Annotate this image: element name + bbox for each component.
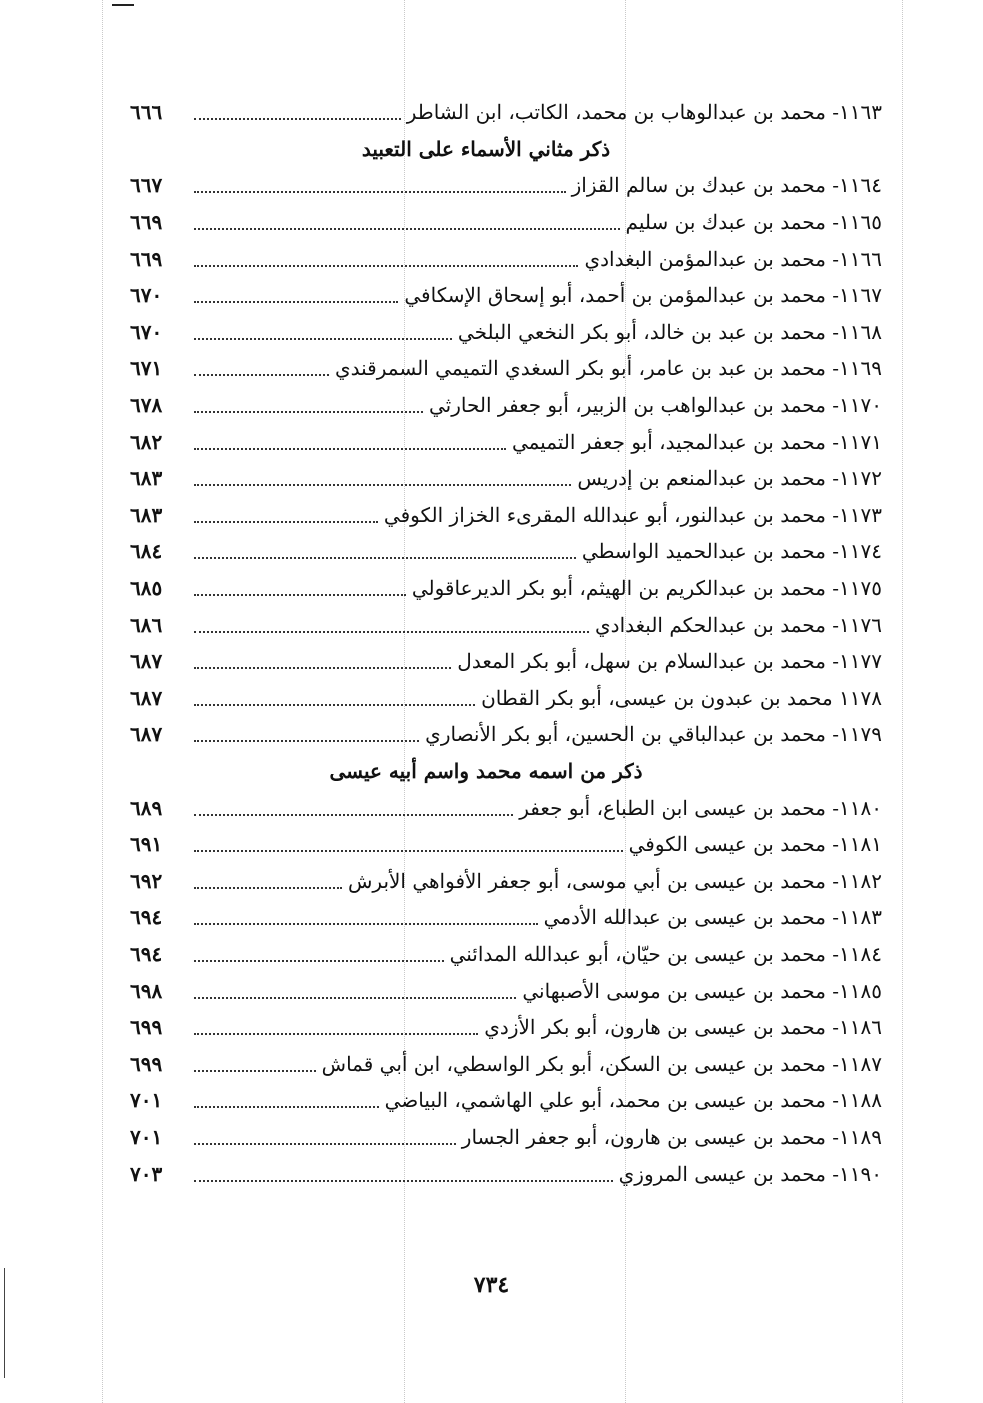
dot-leader <box>194 740 419 742</box>
entry-page-number: ٦٨٤ <box>130 539 163 564</box>
index-entry <box>130 94 882 131</box>
dot-leader <box>194 850 623 852</box>
entry-text: ١١٨٨- محمد بن عيسى بن محمد، أبو علي الهاشمي، البياضي <box>384 1088 882 1113</box>
entry-page-number: ٦٩٤ <box>130 941 163 966</box>
entry-page-number: ٦٧٠ <box>130 319 163 344</box>
index-entry <box>130 497 882 534</box>
index-entry <box>130 240 882 277</box>
entry-text: ١١٩٠- محمد بن عيسى المروزي <box>618 1161 882 1186</box>
entry-page-number: ٧٠١ <box>130 1124 163 1149</box>
entry-page-number: ٦٦٧ <box>130 173 163 198</box>
index-entry <box>130 826 882 863</box>
entry-text: ١١٦٤- محمد بن عبدك بن سالم القزاز <box>571 173 882 198</box>
dot-leader <box>194 997 516 999</box>
entry-text: ١١٨٢- محمد بن عيسى بن أبي موسى، أبو جعفر الأفواهي الأبرش <box>348 868 882 893</box>
dot-leader <box>194 1106 379 1108</box>
dot-leader <box>194 887 342 889</box>
entry-page-number: ٦٦٦ <box>130 100 163 125</box>
entry-text: ١١٧٧- محمد بن عبدالسلام بن سهل، أبو بكر المعدل <box>457 649 882 674</box>
dot-leader <box>194 521 378 523</box>
index-entry <box>130 972 882 1009</box>
index-entry <box>130 350 882 387</box>
entry-text: ١١٦٦- محمد بن عبدالمؤمن البغدادي <box>584 246 882 271</box>
index-entry <box>130 899 882 936</box>
index-entry <box>130 167 882 204</box>
entry-text: ١١٧٤- محمد بن عبدالحميد الواسطي <box>581 539 882 564</box>
dot-leader <box>194 1143 456 1145</box>
index-entry <box>130 314 882 351</box>
entry-text: ١١٧١- محمد بن عبدالمجيد، أبو جعفر التميمي <box>511 429 882 454</box>
page-number: ٧٣٤ <box>473 1272 510 1298</box>
scan-top-mark <box>112 4 134 6</box>
dot-leader <box>194 265 578 267</box>
entry-text: ١١٧٨ محمد بن عبدون بن عيسى، أبو بكر القطان <box>481 685 882 710</box>
entry-page-number: ٦٨٢ <box>130 429 163 454</box>
dot-leader <box>194 228 620 230</box>
entry-text: ١١٦٨- محمد بن عبد بن خالد، أبو بكر النخعي البلخي <box>457 319 882 344</box>
entry-page-number: ٦٨٧ <box>130 722 163 747</box>
dot-leader <box>194 1180 613 1182</box>
entry-text: ١١٨٤- محمد بن عيسى بن حيّان، أبو عبدالله المدائني <box>449 941 882 966</box>
dot-leader <box>194 631 589 633</box>
index-entry <box>130 680 882 717</box>
entry-page-number: ٦٨٣ <box>130 466 163 491</box>
entry-page-number: ٧٠١ <box>130 1088 163 1113</box>
index-entry <box>130 936 882 973</box>
index-section-top <box>130 94 882 131</box>
index-entry <box>130 423 882 460</box>
index-entry <box>130 789 882 826</box>
section-heading: ذكر مثاني الأسماء على التعبيد <box>361 136 611 161</box>
index-entry <box>130 1119 882 1156</box>
entry-text: ١١٦٩- محمد بن عبد بن عامر، أبو بكر السغدي التميمي السمرقندي <box>334 356 882 381</box>
entry-page-number: ٦٨٩ <box>130 795 163 820</box>
entry-page-number: ٦٨٧ <box>130 685 163 710</box>
entry-text: ١١٨١- محمد بن عيسى الكوفي <box>628 832 882 857</box>
entry-text: ١١٨٩- محمد بن عيسى بن هارون، أبو جعفر الجسار <box>461 1124 882 1149</box>
index-entry <box>130 862 882 899</box>
dot-leader <box>194 557 576 559</box>
index-page <box>130 94 882 1192</box>
entry-page-number: ٦٨٥ <box>130 576 163 601</box>
entry-text: ١١٧٥- محمد بن عبدالكريم بن الهيثم، أبو بكر الديرعاقولي <box>411 576 882 601</box>
entry-text: ١١٨٧- محمد بن عيسى بن السكن، أبو بكر الواسطي، ابن أبي قماش <box>321 1051 882 1076</box>
index-section-middle <box>130 167 882 753</box>
entry-page-number: ٦٨٧ <box>130 649 163 674</box>
entry-text: ١١٦٣- محمد بن عبدالوهاب بن محمد، الكاتب، ابن الشاطر <box>406 100 882 125</box>
index-entry <box>130 204 882 241</box>
entry-text: ١١٨٥- محمد بن عيسى بن موسى الأصبهاني <box>522 978 882 1003</box>
entry-text: ١١٦٥- محمد بن عبدك بن سليم <box>625 210 882 235</box>
entry-page-number: ٦٦٩ <box>130 210 163 235</box>
dot-leader <box>194 338 452 340</box>
entry-page-number: ٦٩٨ <box>130 978 163 1003</box>
scan-guide-line <box>902 0 903 1403</box>
dot-leader <box>194 814 513 816</box>
entry-text: ١١٨٠- محمد بن عيسى ابن الطباع، أبو جعفر <box>519 795 882 820</box>
entry-page-number: ٦٩٤ <box>130 905 163 930</box>
entry-page-number: ٦٦٩ <box>130 246 163 271</box>
entry-text: ١١٧٢- محمد بن عبدالمنعم بن إدريس <box>577 466 882 491</box>
entry-text: ١١٦٧- محمد بن عبدالمؤمن بن أحمد، أبو إسحاق الإسكافي <box>404 283 882 308</box>
index-entry <box>130 1009 882 1046</box>
index-entry <box>130 277 882 314</box>
scan-guide-line <box>102 0 103 1403</box>
index-entry <box>130 1082 882 1119</box>
index-entry <box>130 533 882 570</box>
index-section-bottom <box>130 789 882 1192</box>
dot-leader <box>194 667 451 669</box>
entry-text: ١١٧٠- محمد بن عبدالواهب بن الزبير، أبو جعفر الحارثي <box>429 393 882 418</box>
dot-leader <box>194 411 423 413</box>
dot-leader <box>194 118 401 120</box>
entry-page-number: ٦٧٨ <box>130 393 163 418</box>
entry-text: ١١٧٣- محمد بن عبدالنور، أبو عبدالله المقرىء الخزاز الكوفي <box>383 502 882 527</box>
entry-text: ١١٧٩- محمد بن عبدالباقي بن الحسين، أبو بكر الأنصاري <box>425 722 882 747</box>
dot-leader <box>194 374 329 376</box>
dot-leader <box>194 923 538 925</box>
entry-page-number: ٦٨٣ <box>130 502 163 527</box>
dot-leader <box>194 484 571 486</box>
dot-leader <box>194 704 475 706</box>
entry-page-number: ٦٨٦ <box>130 612 163 637</box>
dot-leader <box>194 1070 316 1072</box>
index-entry <box>130 606 882 643</box>
index-entry <box>130 387 882 424</box>
entry-text: ١١٧٦- محمد بن عبدالحكم البغدادي <box>595 612 882 637</box>
dot-leader <box>194 448 506 450</box>
dot-leader <box>194 960 444 962</box>
entry-page-number: ٦٩٩ <box>130 1015 163 1040</box>
index-entry <box>130 1045 882 1082</box>
entry-text: ١١٨٦- محمد بن عيسى بن هارون، أبو بكر الأزدي <box>484 1015 882 1040</box>
dot-leader <box>194 301 398 303</box>
entry-page-number: ٦٧١ <box>130 356 163 381</box>
index-entry <box>130 460 882 497</box>
dot-leader <box>194 191 566 193</box>
entry-text: ١١٨٣- محمد بن عيسى بن عبدالله الأدمي <box>543 905 882 930</box>
index-entry <box>130 643 882 680</box>
entry-page-number: ٦٩٩ <box>130 1051 163 1076</box>
entry-page-number: ٦٩١ <box>130 832 163 857</box>
section-heading: ذكر من اسمه محمد واسم أبيه عيسى <box>329 758 643 783</box>
entry-page-number: ٦٧٠ <box>130 283 163 308</box>
dot-leader <box>194 594 406 596</box>
dot-leader <box>194 1033 478 1035</box>
index-entry <box>130 716 882 753</box>
entry-page-number: ٦٩٢ <box>130 868 163 893</box>
entry-page-number: ٧٠٣ <box>130 1161 163 1186</box>
index-entry <box>130 1155 882 1192</box>
index-entry <box>130 570 882 607</box>
